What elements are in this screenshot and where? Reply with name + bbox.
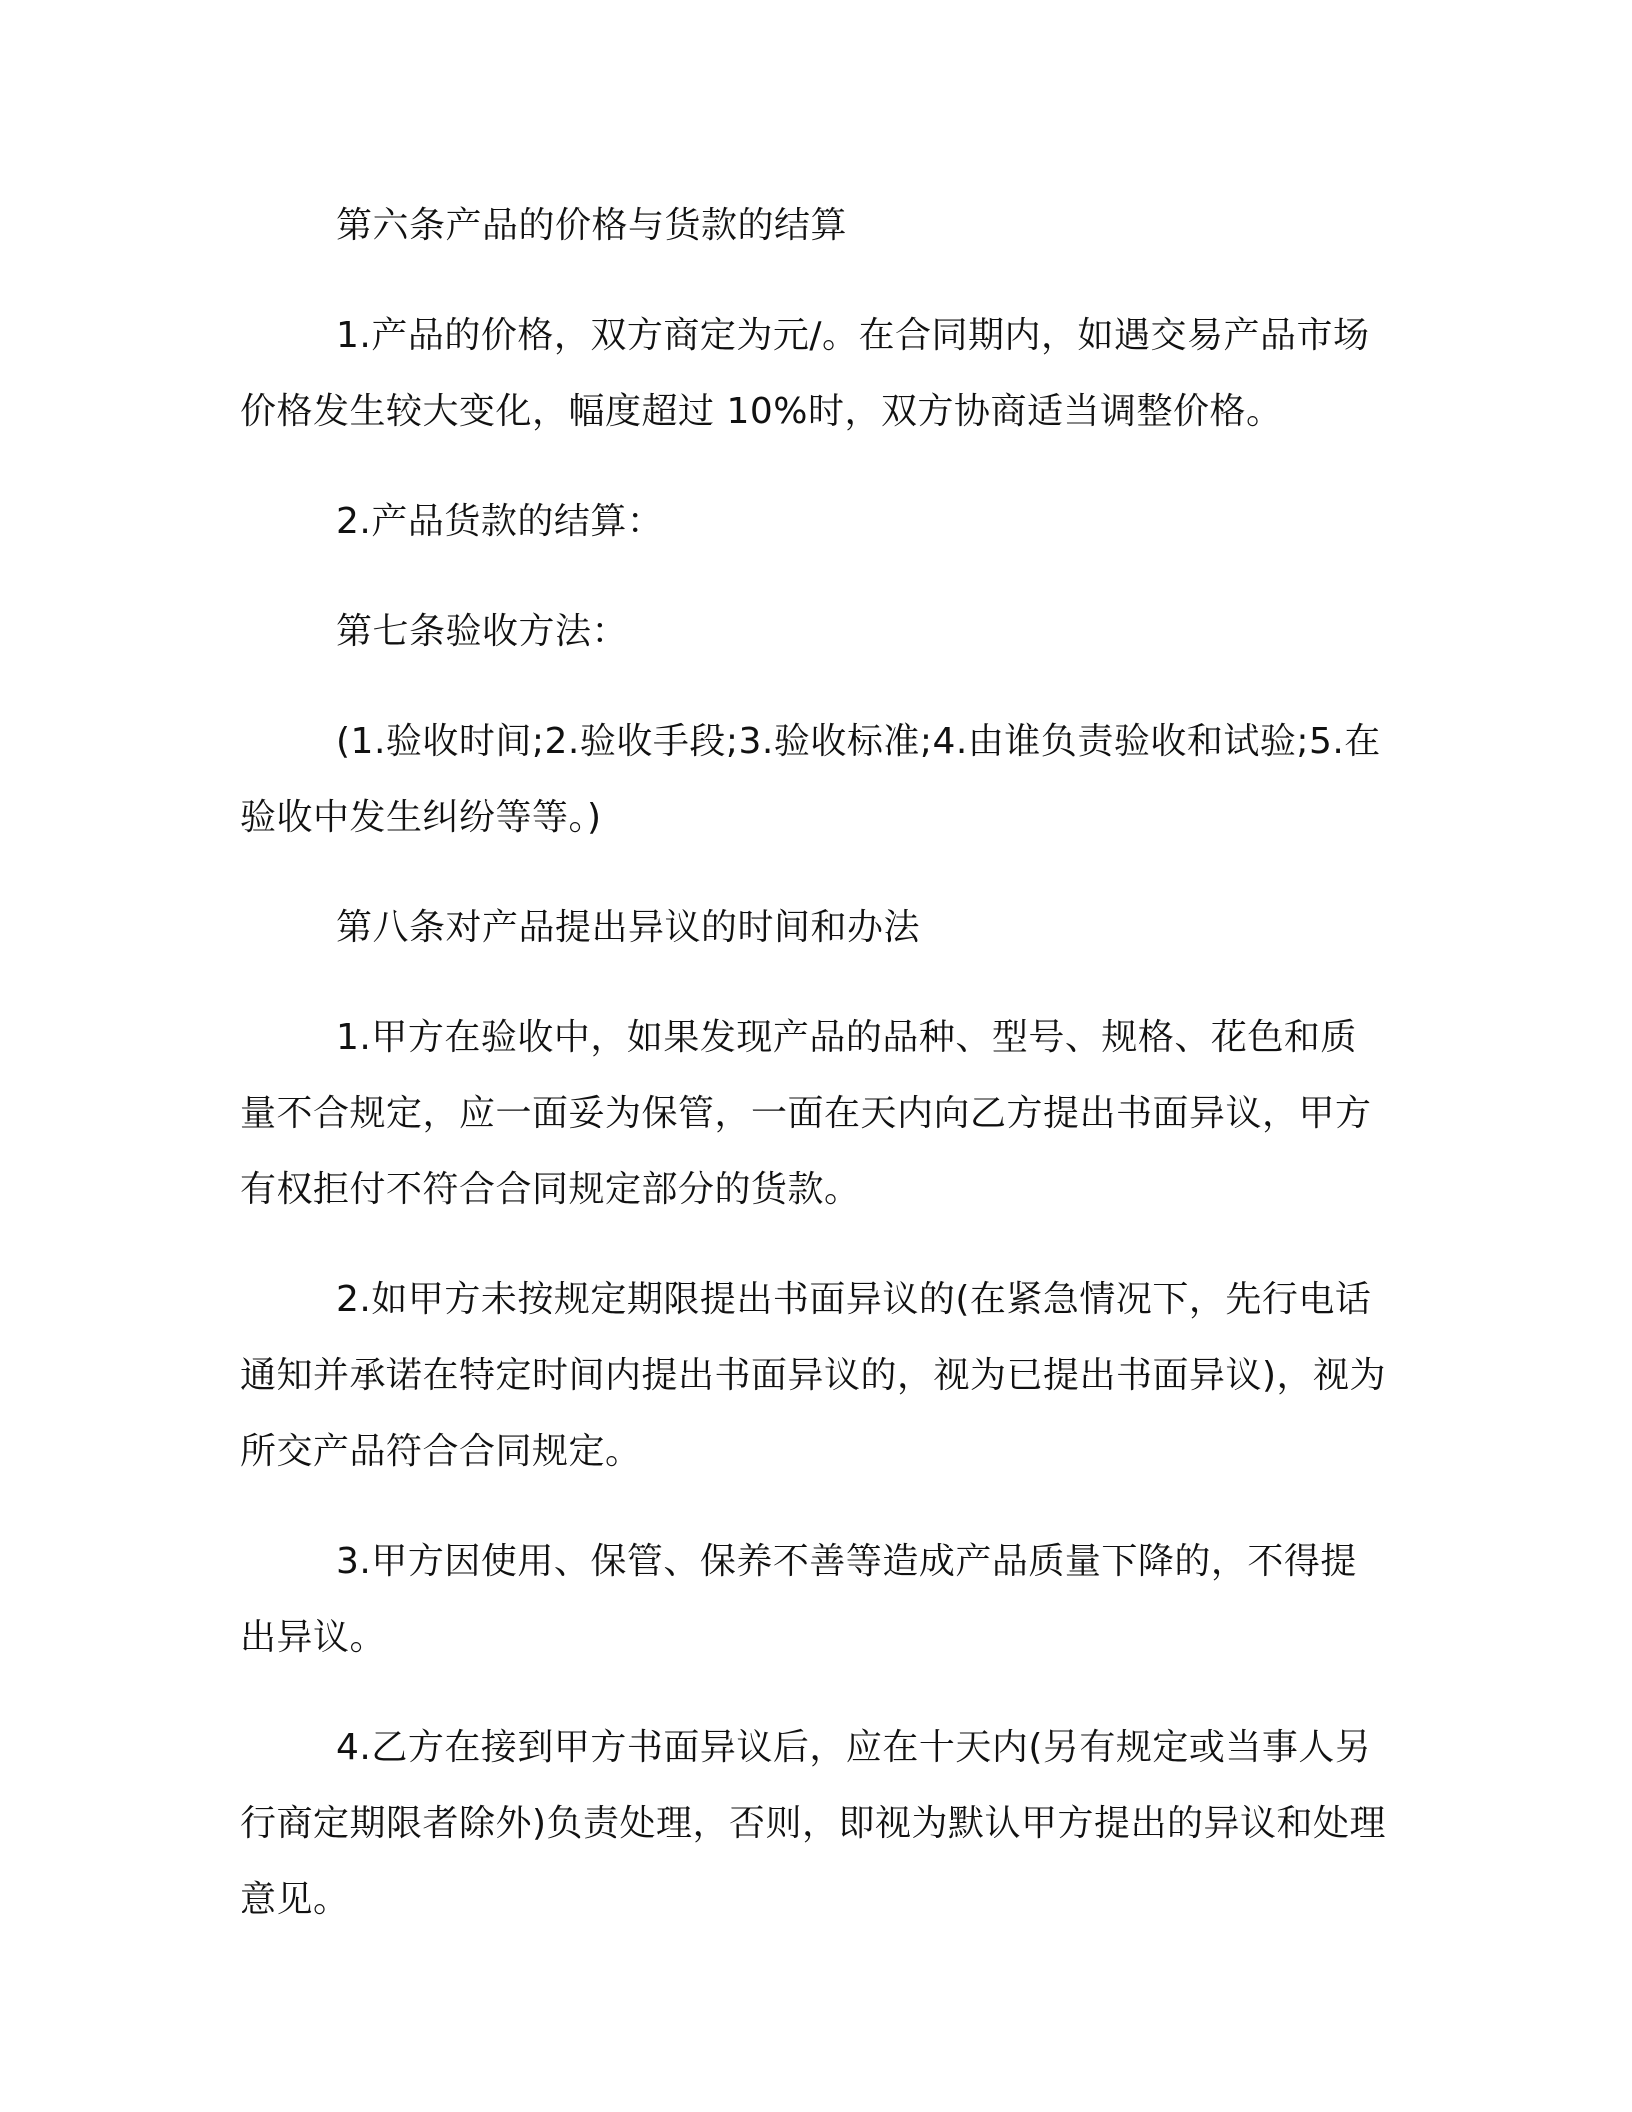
- article-6-heading: 第六条产品的价格与货款的结算: [336, 205, 848, 246]
- article-6-clause-1: 1.产品的价格，双方商定为元/。在合同期内，如遇交易产品市场价格发生较大变化，幅度超过 10%时，双方协商适当调整价格。: [240, 315, 1370, 432]
- document-body: [240, 188, 1390, 1938]
- article-6-clause-2: 2.产品货款的结算：: [336, 501, 664, 542]
- article-8-heading: 第八条对产品提出异议的时间和办法: [336, 907, 921, 948]
- article-8-clause-1: 1.甲方在验收中，如果发现产品的品种、型号、规格、花色和质量不合规定，应一面妥为保管，一面在天内向乙方提出书面异议，甲方有权拒付不符合合同规定部分的货款。: [240, 1017, 1372, 1210]
- article-7-heading: 第七条验收方法：: [336, 611, 629, 652]
- article-8-clause-2: 2.如甲方未按规定期限提出书面异议的(在紧急情况下，先行电话通知并承诺在特定时间内提出书面异议的，视为已提出书面异议)，视为所交产品符合合同规定。: [240, 1279, 1387, 1472]
- article-7-items: (1.验收时间;2.验收手段;3.验收标准;4.由谁负责验收和试验;5.在验收中发生纠纷等等。): [240, 721, 1381, 838]
- article-8-clause-3: 3.甲方因使用、保管、保养不善等造成产品质量下降的，不得提出异议。: [240, 1541, 1357, 1658]
- article-8-clause-4: 4.乙方在接到甲方书面异议后，应在十天内(另有规定或当事人另行商定期限者除外)负责处理，否则，即视为默认甲方提出的异议和处理意见。: [240, 1727, 1387, 1920]
